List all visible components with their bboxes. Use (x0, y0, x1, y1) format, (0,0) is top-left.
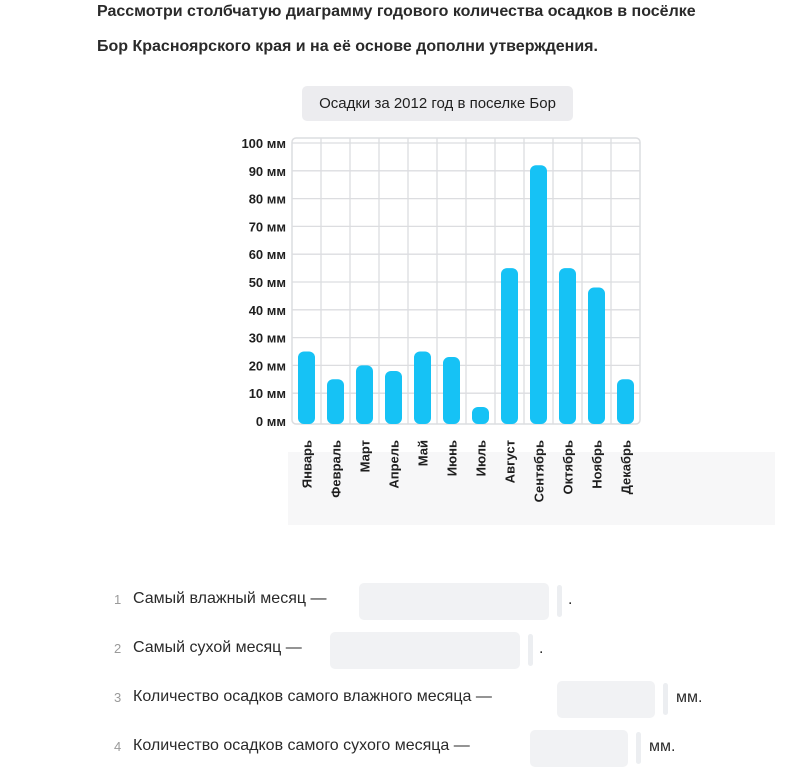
bar (298, 352, 315, 425)
answer-input-wettest-month[interactable] (359, 583, 549, 620)
bar (443, 357, 460, 424)
question-suffix: мм. (676, 689, 703, 706)
bar (356, 365, 373, 424)
question-number: 1 (114, 592, 122, 607)
x-category-label: Март (357, 440, 373, 473)
question-suffix: . (539, 640, 544, 657)
y-tick-label: 70 мм (248, 219, 286, 235)
answer-input-wettest-amount[interactable] (557, 681, 655, 718)
task-line-1: Рассмотри столбчатую диаграмму годового количества осадков в посёлке (97, 3, 696, 20)
bar (501, 268, 518, 424)
question-suffix: . (568, 591, 573, 608)
precipitation-chart (230, 82, 775, 525)
bar (530, 165, 547, 424)
x-category-label: Август (502, 440, 518, 484)
x-category-label: Декабрь (618, 440, 634, 495)
y-tick-label: 0 мм (255, 414, 286, 429)
question-number: 2 (114, 641, 122, 656)
y-tick-label: 10 мм (248, 386, 286, 402)
bar (559, 268, 576, 424)
chart-title: Осадки за 2012 год в поселке Бор (302, 86, 573, 121)
y-tick-label: 100 мм (241, 136, 286, 151)
question-number: 3 (114, 690, 122, 705)
y-tick-label: 30 мм (248, 330, 286, 346)
drag-handle[interactable] (528, 634, 533, 666)
bar (617, 379, 634, 424)
y-tick-label: 40 мм (248, 302, 286, 318)
question-text: Количество осадков самого влажного месяца — (133, 688, 492, 705)
question-text: Самый сухой месяц — (133, 639, 302, 656)
x-category-label: Апрель (386, 440, 402, 489)
bar (385, 371, 402, 424)
y-tick-label: 80 мм (248, 191, 286, 207)
task-line-2: Бор Красноярского края и на её основе дополни утверждения. (97, 38, 598, 55)
bar (414, 352, 431, 425)
x-category-label: Октябрь (560, 440, 576, 495)
answer-input-driest-amount[interactable] (530, 730, 628, 767)
bar (472, 407, 489, 424)
bar (588, 288, 605, 424)
x-category-label: Май (415, 440, 431, 467)
x-category-label: Июль (473, 440, 489, 477)
drag-handle[interactable] (636, 732, 641, 764)
x-category-label: Ноябрь (589, 440, 605, 489)
y-tick-label: 60 мм (248, 247, 286, 263)
x-category-label: Январь (299, 440, 315, 489)
drag-handle[interactable] (557, 585, 562, 617)
y-tick-label: 90 мм (248, 163, 286, 179)
x-category-label: Июнь (444, 440, 460, 477)
y-tick-label: 50 мм (248, 275, 286, 290)
question-text: Количество осадков самого сухого месяца — (133, 737, 470, 754)
chart-canvas (230, 82, 775, 525)
answer-input-driest-month[interactable] (330, 632, 520, 669)
drag-handle[interactable] (663, 683, 668, 715)
question-text: Самый влажный месяц — (133, 590, 327, 607)
x-category-label: Сентябрь (531, 440, 547, 503)
x-category-label: Февраль (328, 440, 344, 498)
y-tick-label: 20 мм (248, 358, 286, 374)
bar (327, 379, 344, 424)
question-suffix: мм. (649, 738, 676, 755)
question-number: 4 (114, 739, 122, 754)
